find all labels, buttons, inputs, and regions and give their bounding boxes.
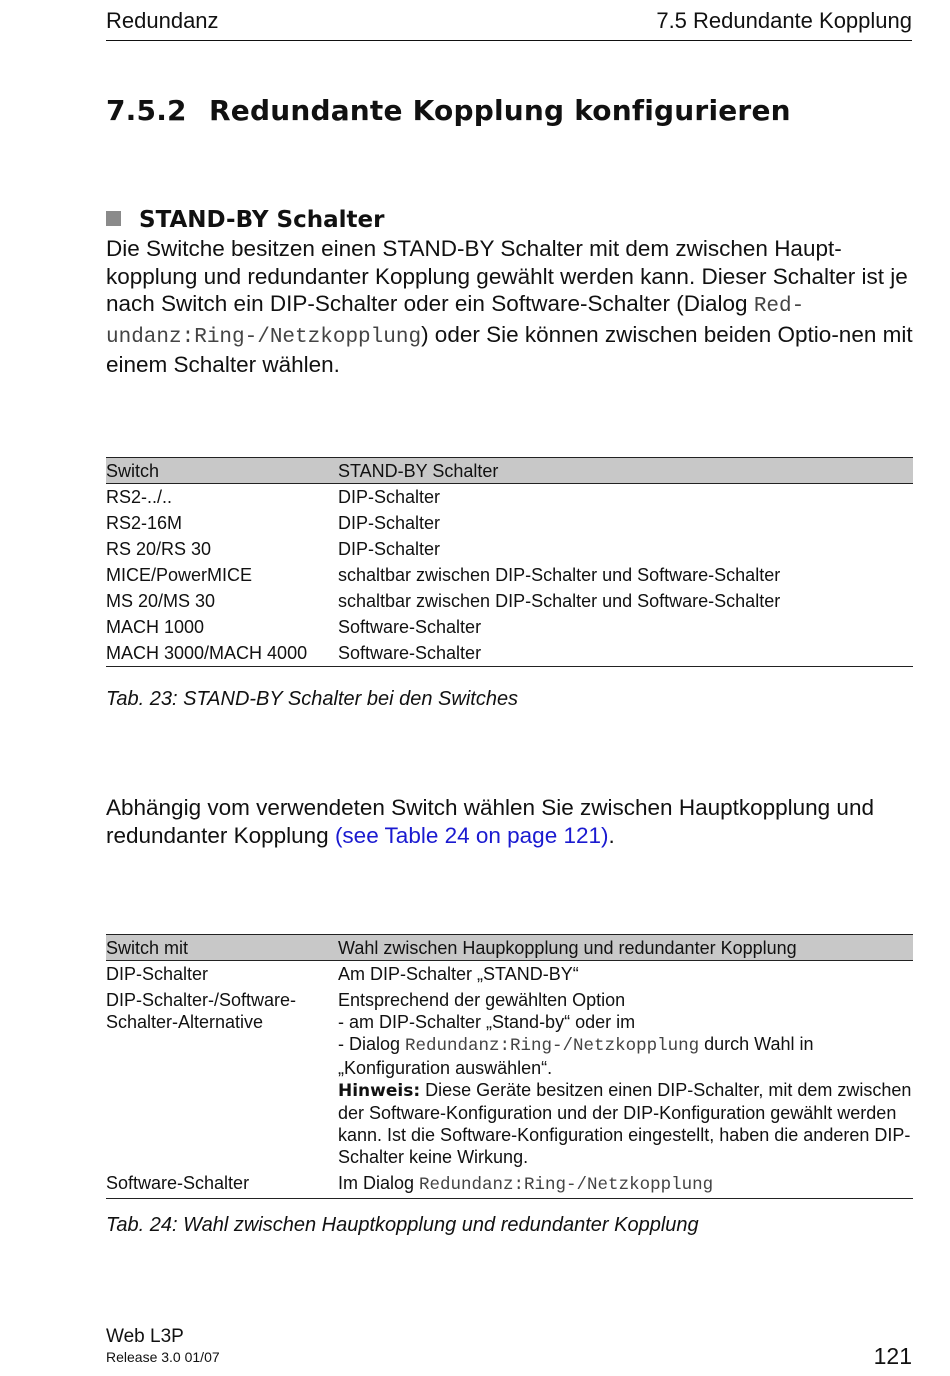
table-row <box>106 588 913 614</box>
table-cell-standby: schaltbar zwischen DIP-Schalter und Software-Schalter <box>338 565 781 585</box>
selection-paragraph <box>106 794 914 849</box>
table-cell-switch: DIP-Schalter <box>106 964 209 984</box>
table-cell-switch: MACH 1000 <box>106 617 205 637</box>
table-24-link[interactable]: (see Table 24 on page 121) <box>334 822 609 848</box>
dialog-path: Red-undanz:Ring-/Netzkopplung <box>106 295 805 349</box>
table-row <box>106 536 913 562</box>
table-cell-switch: MS 20/MS 30 <box>106 591 216 611</box>
table-row <box>106 1170 913 1199</box>
header-chapter-name: Redundanz <box>106 8 219 33</box>
option-dip-line: - am DIP-Schalter „Stand-by“ oder im <box>338 1012 636 1032</box>
footer-product-info <box>106 1326 220 1366</box>
standby-switch-table <box>106 457 913 667</box>
dialog-path: Redundanz:Ring-/Netzkopplung <box>405 1036 700 1056</box>
table-cell-choice: Am DIP-Schalter „STAND-BY“ <box>338 964 579 984</box>
section-title: STAND-BY Schalter <box>139 207 385 233</box>
table-row <box>106 510 913 536</box>
chapter-number: 7.5.2 <box>106 94 187 127</box>
table-row <box>106 562 913 588</box>
table-header-standby: STAND-BY Schalter <box>338 458 913 484</box>
hint-label: Hinweis: <box>338 1081 421 1101</box>
chapter-title-text: Redundante Kopplung konfigurieren <box>209 94 791 127</box>
page-number: 121 <box>873 1343 912 1369</box>
table-cell-standby: schaltbar zwischen DIP-Schalter und Software-Schalter <box>338 591 781 611</box>
selection-paragraph-end: . <box>608 822 615 848</box>
paragraph-text-a: Die Switche besitzen einen STAND-BY Schalter mit dem zwischen Haupt-kopplung und redundanter Kopplung gewählt werden kann. Dieser Schalter ist je nach Switch ein DIP-Schalter oder ein Software-Schalter (Dialog <box>106 236 908 316</box>
paragraph-text-b: ) oder Sie können zwischen beiden Optio-nen mit einem Schalter wählen. <box>106 321 913 377</box>
dialog-path: Redundanz:Ring-/Netzkopplung <box>419 1175 714 1195</box>
table-row <box>106 614 913 640</box>
square-bullet-icon <box>106 211 121 226</box>
table-cell-standby: Software-Schalter <box>338 617 482 637</box>
table-row <box>106 961 913 988</box>
table-cell-switch: MICE/PowerMICE <box>106 565 253 585</box>
option-dialog-suffix: durch Wahl in „Konfiguration auswählen“. <box>338 1034 814 1078</box>
table-cell-standby: Software-Schalter <box>338 640 913 667</box>
table-cell-standby: DIP-Schalter <box>338 513 441 533</box>
table-23-caption: Tab. 23: STAND-BY Schalter bei den Switches <box>106 688 519 710</box>
table-row <box>106 640 913 667</box>
hint-note <box>338 1079 913 1168</box>
hint-text: Diese Geräte besitzen einen DIP-Schalter, mit dem zwischen der Software-Konfiguration und der DIP-Konfiguration gewählt werden kann. Ist die Software-Konfiguration eingestellt, haben die anderen DIP-Schalter keine Wirkung. <box>338 1080 912 1167</box>
selection-paragraph-text: Abhängig vom verwendeten Switch wählen Sie zwischen Hauptkopplung und redundanter Kopplung <box>106 795 874 848</box>
table-row <box>106 484 913 511</box>
table-cell-choice <box>338 987 913 1170</box>
table-cell-standby: DIP-Schalter <box>338 487 441 507</box>
chapter-title <box>106 94 791 127</box>
running-header <box>106 6 912 41</box>
table-header-switch: Switch <box>106 458 338 484</box>
footer-release: Release 3.0 01/07 <box>106 1349 220 1365</box>
footer-product-name: Web L3P <box>106 1326 184 1347</box>
table-cell-switch: MACH 3000/MACH 4000 <box>106 640 338 667</box>
table-cell-switch: RS2-../.. <box>106 487 173 507</box>
table-cell-switch: Software-Schalter <box>106 1170 338 1199</box>
coupling-choice-table <box>106 934 913 1199</box>
table-cell-switch: RS 20/RS 30 <box>106 539 212 559</box>
option-dialog-line <box>338 1033 913 1079</box>
section-paragraph <box>106 235 914 379</box>
table-cell-switch: DIP-Schalter-/Software-Schalter-Alternative <box>106 990 297 1032</box>
table-24-caption: Tab. 24: Wahl zwischen Hauptkopplung und redundanter Kopplung <box>106 1214 699 1236</box>
header-section-name: 7.5 Redundante Kopplung <box>656 8 912 33</box>
table-header-switch-with: Switch mit <box>106 935 338 961</box>
dialog-prefix: Im Dialog <box>338 1173 420 1193</box>
option-dialog-prefix: - Dialog <box>338 1034 406 1054</box>
table-cell-choice <box>338 1170 913 1199</box>
table-header-row <box>106 458 913 484</box>
section-heading <box>106 207 384 233</box>
table-row <box>106 987 913 1170</box>
table-header-row <box>106 935 913 961</box>
table-cell-switch: RS2-16M <box>106 513 183 533</box>
option-line: Entsprechend der gewählten Option <box>338 990 626 1010</box>
table-header-choice: Wahl zwischen Haupkopplung und redundanter Kopplung <box>338 935 913 961</box>
table-cell-standby: DIP-Schalter <box>338 539 441 559</box>
